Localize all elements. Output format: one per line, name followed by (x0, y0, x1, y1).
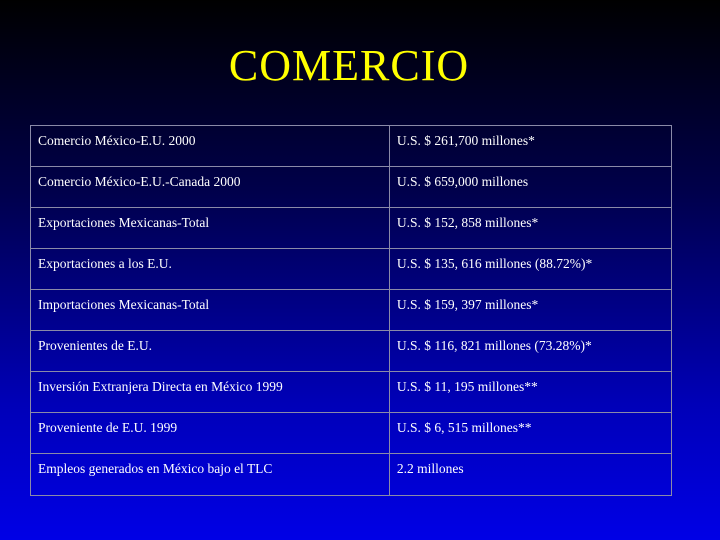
row-value: U.S. $ 116, 821 millones (73.28%)* (390, 331, 671, 372)
row-value: U.S. $ 261,700 millones* (390, 126, 671, 167)
row-value: U.S. $ 152, 858 millones* (390, 208, 671, 249)
row-label: Proveniente de E.U. 1999 (31, 413, 390, 454)
row-label: Provenientes de E.U. (31, 331, 390, 372)
row-label: Comercio México-E.U.-Canada 2000 (31, 167, 390, 208)
row-label: Exportaciones Mexicanas-Total (31, 208, 390, 249)
row-value: U.S. $ 6, 515 millones** (390, 413, 671, 454)
table-row (31, 126, 671, 167)
row-label: Inversión Extranjera Directa en México 1999 (31, 372, 390, 413)
table-row (31, 167, 671, 208)
row-label: Empleos generados en México bajo el TLC (31, 454, 390, 495)
table-row (31, 208, 671, 249)
row-label: Exportaciones a los E.U. (31, 249, 390, 290)
row-value: U.S. $ 159, 397 millones* (390, 290, 671, 331)
table-row (31, 454, 671, 495)
table-row (31, 249, 671, 290)
table-row (31, 372, 671, 413)
row-label: Importaciones Mexicanas-Total (31, 290, 390, 331)
table-row (31, 290, 671, 331)
table-row (31, 331, 671, 372)
row-value: U.S. $ 11, 195 millones** (390, 372, 671, 413)
page-title: COMERCIO (228, 41, 470, 90)
trade-table (30, 125, 672, 496)
table-row (31, 413, 671, 454)
row-value: U.S. $ 659,000 millones (390, 167, 671, 208)
row-value: 2.2 millones (396, 461, 464, 476)
row-label: Comercio México-E.U. 2000 (31, 126, 390, 167)
row-value: U.S. $ 135, 616 millones (88.72%)* (390, 249, 671, 290)
